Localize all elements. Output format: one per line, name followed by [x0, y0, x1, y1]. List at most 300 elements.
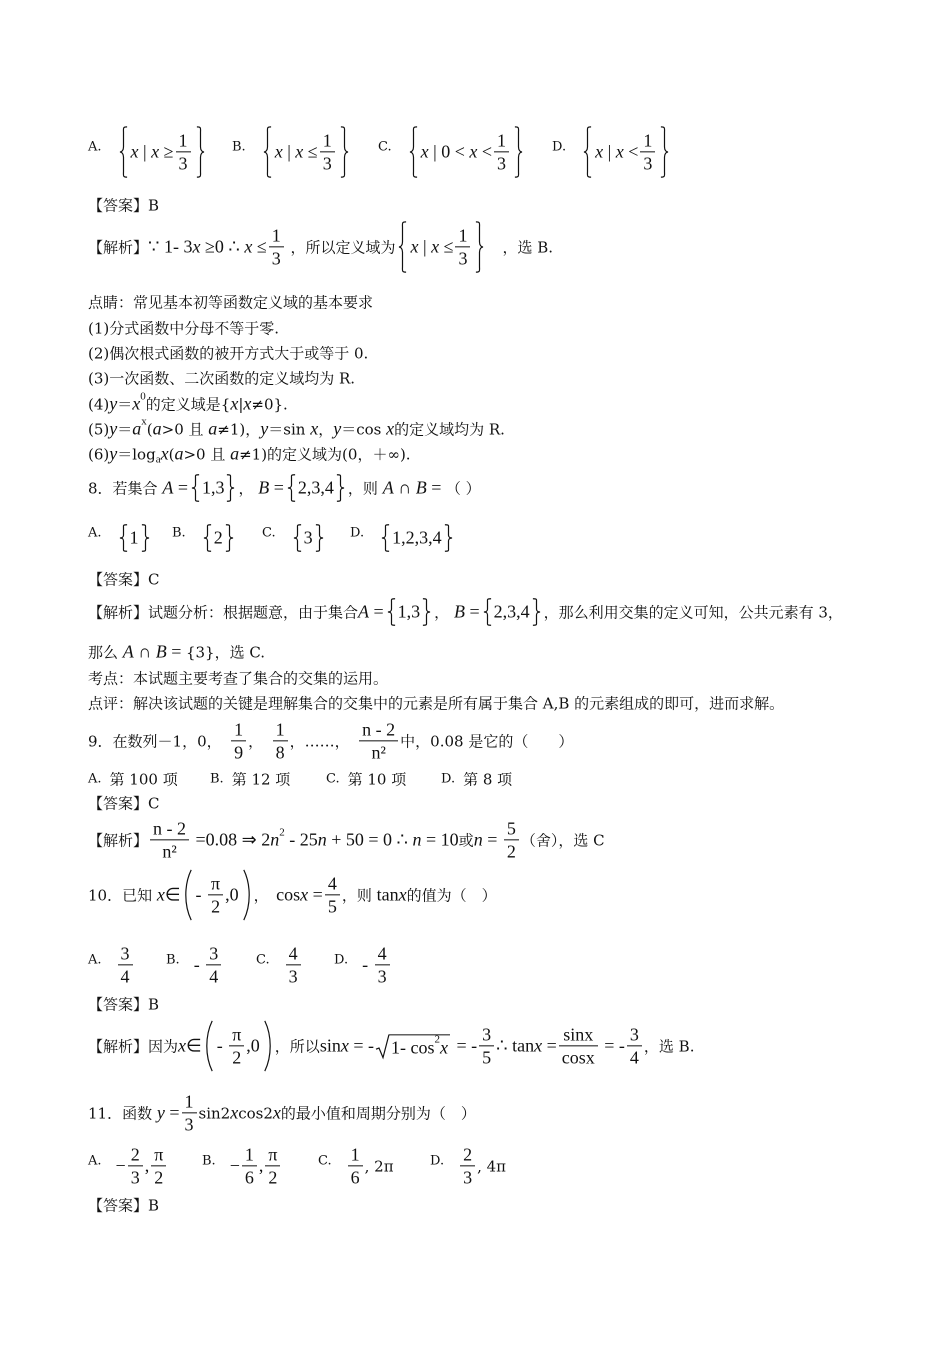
text-run: ＝cos	[341, 420, 387, 439]
math-variable: x	[431, 236, 440, 257]
option-math	[200, 525, 237, 552]
math-symbols: −	[229, 1155, 240, 1176]
fraction-numerator: 1	[350, 1144, 360, 1165]
math-variable: x	[272, 1102, 281, 1123]
right-brace	[141, 525, 150, 552]
fraction-numerator: sinx	[563, 1024, 594, 1045]
text-run: （舍），选 C	[520, 831, 605, 850]
set-contents	[200, 475, 227, 502]
option-label: C.	[326, 771, 340, 787]
option-c	[262, 525, 327, 552]
fraction-numerator: 1	[178, 130, 188, 151]
math-symbols: ∩	[393, 477, 416, 498]
tip-item	[88, 390, 288, 415]
math-symbols: - 25	[284, 829, 318, 850]
math-variable: x	[274, 141, 283, 162]
text-run: >0 且	[161, 420, 209, 439]
interval-contents	[193, 869, 242, 920]
option-label: D.	[334, 952, 349, 968]
math-symbols: 3	[303, 527, 313, 548]
text-run: , 4π	[477, 1157, 507, 1175]
option-c	[256, 943, 303, 986]
right-brace	[225, 525, 234, 552]
option-c	[378, 126, 526, 177]
right-brace	[196, 126, 205, 177]
option-d	[430, 1144, 506, 1187]
math-symbols: 1	[129, 527, 139, 548]
fraction	[128, 1144, 143, 1187]
interval-parentheses	[205, 1020, 272, 1071]
math-variable: x	[192, 236, 201, 257]
fraction	[325, 873, 340, 916]
set-braces	[119, 126, 205, 177]
right-parenthesis	[263, 1020, 272, 1071]
math-symbols: =	[269, 477, 284, 498]
fraction	[640, 130, 655, 173]
math-variable: x	[420, 141, 429, 162]
question-stem	[88, 719, 573, 762]
option-label: D.	[552, 139, 567, 155]
text-run: 的值为（ ）	[406, 886, 497, 905]
fraction	[479, 1024, 494, 1067]
fraction	[375, 943, 390, 986]
fraction	[273, 719, 288, 762]
text-run: 【解析】试题分析：根据题意，由于集合	[88, 603, 359, 622]
math-symbols: 2,3,4	[297, 477, 334, 498]
tip-item	[88, 368, 355, 389]
left-parenthesis	[184, 869, 193, 920]
text-run: 的定义域是{	[145, 395, 231, 414]
fraction	[176, 130, 191, 173]
option-math	[378, 525, 456, 552]
set-contents	[272, 126, 340, 177]
superscript: 2	[434, 1033, 440, 1046]
option-c	[318, 1144, 394, 1187]
option-math	[116, 525, 153, 552]
math-variable: x	[160, 443, 169, 464]
text-run: >0 且	[183, 445, 231, 464]
math-symbols: ∴ tan	[496, 1035, 535, 1056]
text-run: 11．函数	[88, 1104, 157, 1123]
set-braces	[191, 475, 236, 502]
math-symbols: 1,3	[397, 601, 421, 622]
right-brace	[422, 599, 431, 626]
math-variable: x	[340, 1035, 349, 1056]
tip-item	[88, 444, 411, 465]
text-run: , 2π	[364, 1157, 394, 1175]
math-variable: a	[208, 418, 218, 439]
left-brace	[119, 126, 128, 177]
math-symbols: 1,2,3,4	[392, 527, 442, 548]
answer-label: 【答案】	[88, 1196, 149, 1215]
option-math	[230, 1144, 283, 1187]
text-run: 或	[458, 831, 474, 850]
math-symbols: 1,3	[201, 477, 225, 498]
fraction-numerator: 4	[327, 873, 337, 894]
text-run: ，	[318, 420, 334, 439]
fraction-numerator: 2	[130, 1144, 140, 1165]
fraction-denominator: 3	[269, 247, 284, 269]
math-variable: x	[132, 393, 141, 414]
math-symbols: -	[362, 954, 373, 975]
option-label: A.	[88, 1153, 102, 1169]
option-math	[116, 943, 135, 986]
right-brace	[315, 525, 324, 552]
fraction-numerator: 1	[458, 225, 468, 246]
interval-contents	[214, 1020, 263, 1071]
math-symbols: -	[216, 1035, 228, 1056]
math-variable: x	[310, 418, 319, 439]
option-label: C.	[256, 952, 270, 968]
fraction	[460, 1144, 475, 1187]
answer-value: C	[148, 794, 160, 812]
analysis-line	[88, 1020, 694, 1071]
math-symbols: ∈	[164, 884, 181, 905]
math-variable: x	[244, 236, 253, 257]
math-variable: B	[453, 601, 465, 622]
question-stem	[88, 475, 481, 502]
text-run: (	[146, 420, 153, 438]
math-symbols: <	[623, 141, 639, 162]
left-brace	[119, 525, 128, 552]
math-variable: x	[230, 1102, 239, 1123]
dianping-text: 点评：解决该试题的关键是理解集合的交集中的元素是所有属于集合 A,B 的元素组成的即可，进而求解。	[88, 694, 785, 713]
text-run: （ ）	[445, 479, 481, 498]
fraction-denominator: 3	[176, 152, 191, 174]
text-run: 10．已知	[88, 886, 157, 905]
text-run: 中，0.08 是它的（ ）	[400, 732, 574, 751]
kaodian-line	[88, 668, 388, 689]
fraction	[242, 1144, 257, 1187]
text-run: ≠0}.	[251, 395, 288, 413]
math-symbols: cos	[276, 884, 301, 905]
set-contents	[128, 525, 141, 552]
math-variable: a	[152, 418, 162, 439]
text-run: 8．若集合	[88, 479, 163, 498]
answer-value: C	[148, 570, 160, 588]
math-variable: x	[615, 141, 624, 162]
text-run: 那么	[88, 643, 123, 662]
set-contents	[418, 126, 514, 177]
fraction-numerator: 1	[497, 130, 507, 151]
math-variable: n	[317, 829, 327, 850]
math-symbols: = -	[348, 1035, 374, 1056]
option-math	[284, 943, 303, 986]
answer-line	[88, 793, 160, 814]
math-variable: y	[109, 393, 118, 414]
fraction-denominator: 6	[242, 1166, 257, 1188]
tip-title	[88, 292, 373, 313]
math-symbols: =	[369, 601, 384, 622]
option-math	[458, 1144, 506, 1187]
math-variable: x	[439, 1037, 448, 1057]
option-label: C.	[262, 525, 276, 541]
math-symbols: ∩	[133, 641, 156, 662]
set-contents	[390, 525, 444, 552]
text-run: ，	[253, 886, 277, 905]
math-symbols: ≥	[159, 141, 174, 162]
option-b	[202, 1144, 282, 1187]
math-variable: y	[260, 418, 269, 439]
answer-value: B	[148, 995, 160, 1013]
math-variable: B	[258, 477, 270, 498]
right-brace	[340, 126, 349, 177]
text-run: ，所以	[274, 1037, 320, 1056]
set-contents	[407, 221, 475, 272]
left-brace	[293, 525, 302, 552]
math-symbols: ,0	[225, 884, 239, 905]
text-run: ，	[238, 479, 259, 498]
option-label: A.	[88, 952, 102, 968]
option-label: C.	[318, 1153, 332, 1169]
answer-label: 【答案】	[88, 794, 149, 813]
superscript: 2	[279, 826, 285, 838]
option-math	[116, 1144, 169, 1187]
math-variable: n	[473, 829, 483, 850]
math-variable: A	[122, 641, 134, 662]
dianping-line	[88, 693, 784, 714]
option-a	[88, 126, 208, 177]
set-braces	[119, 525, 150, 552]
set-contents	[492, 599, 532, 626]
option-label: D.	[430, 1153, 445, 1169]
fraction-numerator: 3	[629, 1024, 639, 1045]
math-variable: y	[109, 418, 118, 439]
math-symbols: 1- cos	[390, 1037, 435, 1057]
text-run: {3}，选 C.	[185, 643, 266, 662]
right-brace	[514, 126, 523, 177]
text-run: ，……，	[289, 732, 358, 751]
option-label: D.	[350, 525, 365, 541]
right-brace	[444, 525, 453, 552]
text-run: (6)	[88, 445, 110, 463]
text-run: 【解析】因为	[88, 1037, 179, 1056]
answer-label: 【答案】	[88, 570, 149, 589]
math-symbols: = -	[451, 1035, 478, 1056]
math-variable: x	[534, 1035, 543, 1056]
text-run: ，所以定义域为	[285, 238, 396, 257]
math-symbols: ≤	[303, 141, 318, 162]
math-variable: x	[230, 393, 239, 414]
fraction-numerator: 4	[377, 943, 387, 964]
set-contents	[212, 525, 225, 552]
math-variable: n	[270, 829, 280, 850]
text-run: ＝log	[117, 445, 156, 464]
text-run: ，那么利用交集的定义可知，公共元素有 3，	[543, 603, 843, 622]
fraction	[269, 225, 284, 268]
fraction	[348, 1144, 363, 1187]
math-symbols: ∈	[186, 1035, 202, 1056]
answer-value: B	[148, 1196, 160, 1214]
math-variable: B	[415, 477, 427, 498]
fraction-denominator: 3	[494, 152, 509, 174]
fraction	[559, 1024, 598, 1067]
math-variable: y	[333, 418, 342, 439]
set-contents	[296, 475, 336, 502]
text-run: ，	[248, 732, 271, 751]
right-brace	[660, 126, 669, 177]
radicand	[389, 1034, 450, 1058]
fraction-denominator: 3	[182, 1113, 197, 1135]
fraction-denominator: 2	[151, 1166, 166, 1188]
analysis-line	[88, 818, 605, 861]
fraction-denominator: 3	[320, 152, 335, 174]
subscript: a	[155, 453, 161, 465]
fraction-denominator: 3	[128, 1166, 143, 1188]
set-braces	[381, 525, 453, 552]
set-braces	[203, 525, 234, 552]
text-run: ，选 B.	[643, 1037, 695, 1056]
fraction-denominator: cosx	[559, 1046, 598, 1068]
fraction-numerator: 4	[288, 943, 298, 964]
fraction-denominator: 6	[348, 1166, 363, 1188]
math-variable: a	[174, 443, 184, 464]
fraction-numerator: π	[154, 1144, 164, 1165]
option-text: 第 100 项	[109, 770, 178, 789]
option-math	[116, 126, 208, 177]
text-run: |	[238, 395, 244, 413]
option-math	[290, 525, 327, 552]
fraction-numerator: π	[232, 1024, 242, 1045]
math-variable: a	[132, 418, 142, 439]
fraction	[229, 1024, 244, 1067]
fraction-denominator: 4	[627, 1046, 642, 1068]
option-label: D.	[441, 771, 456, 787]
left-brace	[387, 599, 396, 626]
answer-label: 【答案】	[88, 995, 149, 1014]
math-variable: a	[230, 443, 240, 464]
math-variable: x	[398, 884, 407, 905]
math-symbols: tan	[376, 884, 399, 905]
fraction-denominator: 2	[208, 895, 223, 917]
option-label: A.	[88, 525, 102, 541]
math-symbols: = -	[599, 1035, 625, 1056]
fraction-numerator: 3	[209, 943, 219, 964]
answer-line	[88, 1195, 159, 1216]
option-label: B.	[232, 139, 246, 155]
math-variable: x	[156, 884, 165, 905]
math-symbols: |	[138, 141, 152, 162]
answer-value: B	[148, 196, 160, 214]
left-brace	[483, 599, 492, 626]
text-run: 的定义域均为 R.	[394, 420, 505, 439]
fraction-denominator: 3	[455, 247, 470, 269]
option-d	[552, 126, 672, 177]
set-braces	[398, 221, 484, 272]
option-d	[350, 525, 456, 552]
text-run: ≠1)，	[217, 420, 261, 439]
left-brace	[263, 126, 272, 177]
math-symbols: =	[308, 884, 323, 905]
option-label: A.	[88, 771, 102, 787]
math-symbols: 2	[213, 527, 223, 548]
set-braces	[409, 126, 523, 177]
math-symbols: =	[482, 829, 502, 850]
option-label: C.	[378, 139, 392, 155]
left-brace	[398, 221, 407, 272]
option-text: 第 10 项	[347, 770, 407, 789]
set-braces	[483, 599, 541, 626]
fraction	[265, 1144, 280, 1187]
math-symbols: -	[195, 884, 207, 905]
math-variable: x	[151, 141, 160, 162]
fraction-numerator: 3	[120, 943, 130, 964]
option-b	[232, 126, 352, 177]
left-brace	[203, 525, 212, 552]
tip-item	[88, 318, 279, 339]
fraction-numerator: π	[268, 1144, 278, 1165]
option-math	[260, 126, 352, 177]
math-symbols: ≤	[439, 236, 454, 257]
fraction-denominator: 2	[504, 840, 519, 862]
option-b	[172, 525, 237, 552]
text-run: 的最小值和周期分别为（ ）	[280, 1104, 476, 1123]
left-brace	[381, 525, 390, 552]
option-d	[441, 769, 512, 790]
math-symbols: =	[173, 477, 188, 498]
math-symbols: | 0 <	[428, 141, 470, 162]
right-brace	[226, 475, 235, 502]
text-run: ＝	[117, 420, 133, 439]
text-run: ，则	[347, 479, 383, 498]
math-variable: x	[295, 141, 304, 162]
left-brace	[287, 475, 296, 502]
set-braces	[287, 475, 345, 502]
option-text: 第 12 项	[231, 770, 291, 789]
fraction-numerator: 1	[234, 719, 244, 740]
set-braces	[583, 126, 669, 177]
math-symbols: =	[426, 477, 446, 498]
fraction-numerator: 1	[643, 130, 653, 151]
math-variable: x	[410, 236, 419, 257]
math-variable: B	[155, 641, 167, 662]
interval-parentheses	[184, 869, 251, 920]
set-braces	[263, 126, 349, 177]
math-variable: x	[243, 393, 252, 414]
fraction-denominator: 2	[265, 1166, 280, 1188]
radical-sign	[376, 1034, 389, 1058]
text-run: ＝sin	[268, 420, 311, 439]
square-root	[376, 1034, 450, 1058]
math-symbols: + 50 = 0 ∴	[326, 829, 413, 850]
math-symbols: =	[166, 641, 186, 662]
text-run: (2)偶次根式函数的被开方式大于或等于 0.	[88, 344, 369, 363]
text-run: ＝	[117, 395, 133, 414]
right-brace	[532, 599, 541, 626]
option-label: B.	[166, 952, 180, 968]
fraction-denominator: 5	[325, 895, 340, 917]
math-variable: x	[595, 141, 604, 162]
math-variable: y	[156, 1102, 165, 1123]
math-variable: x	[469, 141, 478, 162]
question-stem	[88, 1091, 476, 1134]
fraction	[206, 943, 221, 986]
text-run: cos2	[238, 1104, 273, 1122]
fraction-numerator: 1	[271, 225, 281, 246]
fraction-numerator: n - 2	[362, 719, 396, 740]
fraction-numerator: 5	[506, 818, 516, 839]
answer-line	[88, 994, 159, 1015]
fraction	[231, 719, 246, 762]
text-run: ，	[434, 603, 454, 622]
option-a	[88, 943, 135, 986]
text-run: (4)	[88, 395, 110, 413]
math-symbols: ,	[258, 1155, 264, 1176]
option-a	[88, 769, 178, 790]
math-symbols: 2,3,4	[493, 601, 530, 622]
tip-item	[88, 415, 505, 440]
fraction-denominator: 2	[229, 1046, 244, 1068]
